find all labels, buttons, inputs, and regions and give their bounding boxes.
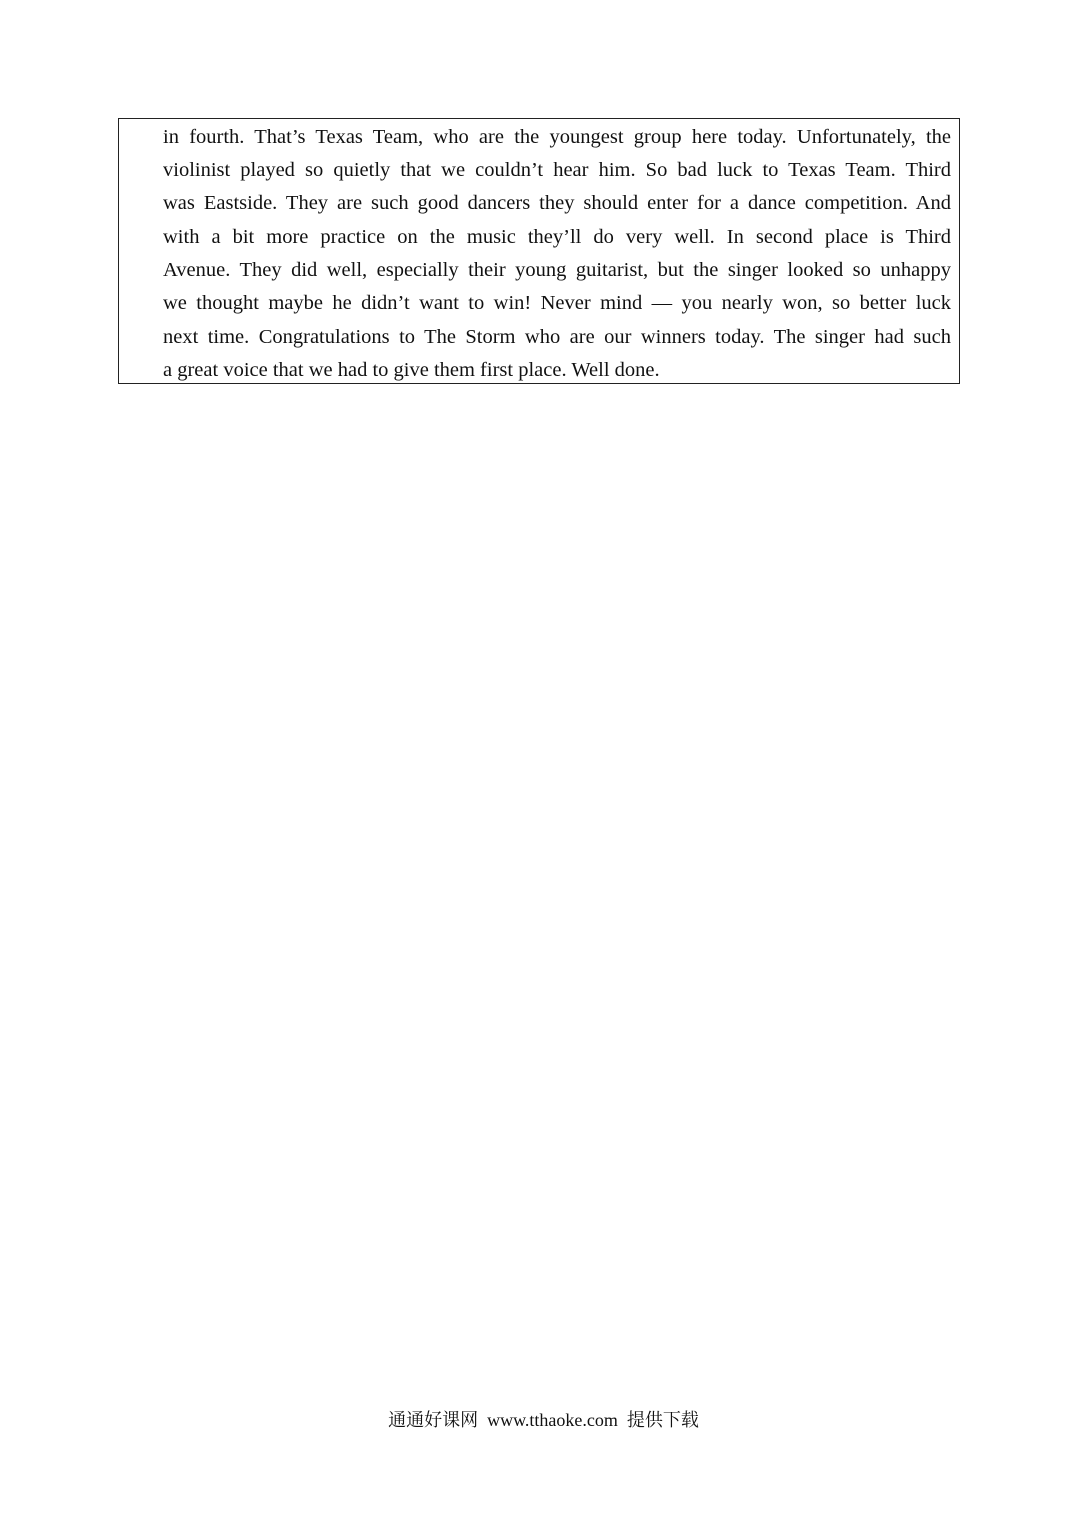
passage-line: with a bit more practice on the music they’ll do very well. In second place is Third xyxy=(163,226,951,248)
passage-box xyxy=(118,118,960,384)
page-footer: 通通好课网 www.tthaoke.com 提供下载 xyxy=(388,1410,699,1430)
passage-line: Avenue. They did well, especially their young guitarist, but the singer looked so unhappy xyxy=(163,259,951,281)
passage-line: in fourth. That’s Texas Team, who are the youngest group here today. Unfortunately, the xyxy=(163,126,951,148)
passage-line: next time. Congratulations to The Storm who are our winners today. The singer had such xyxy=(163,326,951,348)
passage-line: we thought maybe he didn’t want to win! Never mind — you nearly won, so better luck xyxy=(163,292,951,314)
passage-line: was Eastside. They are such good dancers they should enter for a dance competition. And xyxy=(163,192,951,214)
passage-line: a great voice that we had to give them first place. Well done. xyxy=(163,359,660,381)
passage-line: violinist played so quietly that we couldn’t hear him. So bad luck to Texas Team. Third xyxy=(163,159,951,181)
